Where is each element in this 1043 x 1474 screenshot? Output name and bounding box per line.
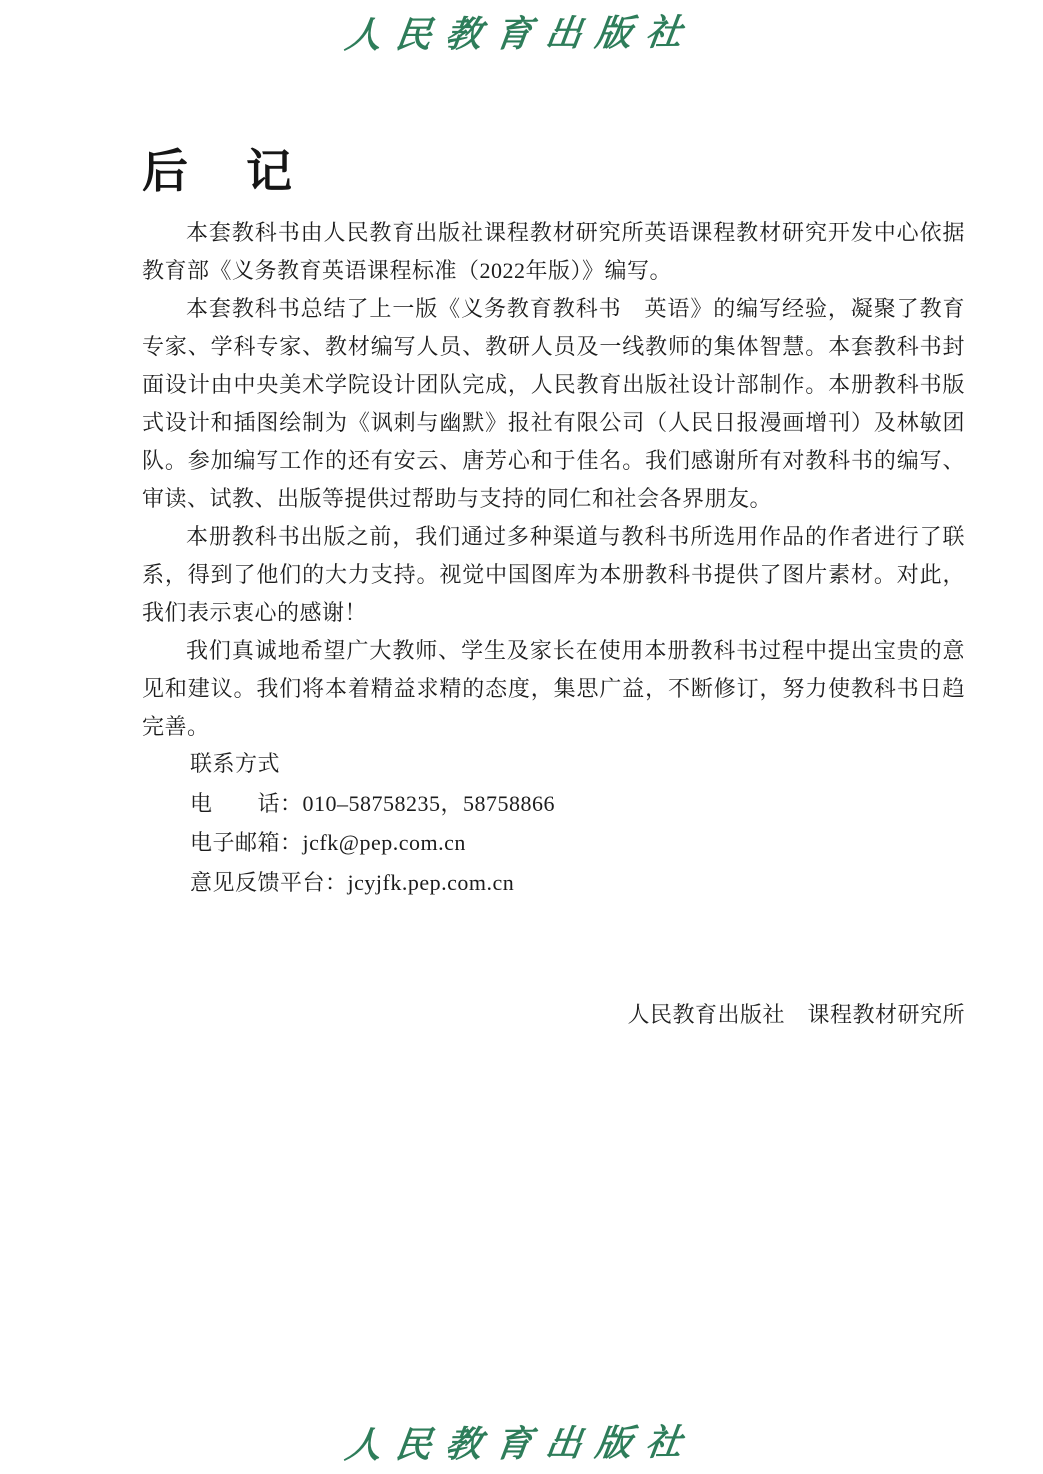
pep-logo-top <box>0 6 1043 57</box>
pep-logo-bottom <box>0 1416 1043 1467</box>
afterword-paragraph: 本套教科书由人民教育出版社课程教材研究所英语课程教材研究开发中心依据教育部《义务教育英语课程标准（2022年版）》编写。 <box>142 220 965 283</box>
afterword-paragraph: 我们真诚地希望广大教师、学生及家长在使用本册教科书过程中提出宝贵的意见和建议。我们将本着精益求精的态度，集思广益，不断修订，努力使教科书日趋完善。 <box>142 638 965 739</box>
contact-feedback-line: 意见反馈平台：jcyjfk.pep.com.cn <box>190 869 515 895</box>
contact-email-line: 电子邮箱：jcfk@pep.com.cn <box>190 830 466 855</box>
page-title: 后 记 <box>142 145 298 197</box>
pep-logo-text: 人民教育出版社 <box>343 1422 700 1466</box>
afterword-paragraph: 本套教科书总结了上一版《义务教育教科书 英语》的编写经验，凝聚了教育专家、学科专家、教材编写人员、教研人员及一线教师的集体智慧。本套教科书封面设计由中央美术学院设计团队完成，人民教育出版社设计部制作。本册教科书版式设计和插图绘制为《讽刺与幽默》报社有限公司（人民日报漫画增刊）及林敏团队。参加编写工作的还有安云、唐芳心和于佳名。我们感谢所有对教科书的编写、审读、试教、出版等提供过帮助与支持的同仁和社会各界朋友。 <box>142 296 965 511</box>
publisher-signature: 人民教育出版社 课程教材研究所 <box>627 1002 965 1027</box>
pep-logo-text: 人民教育出版社 <box>343 12 700 56</box>
contact-phone-line: 电 话：010–58758235，58758866 <box>190 790 556 816</box>
contact-heading: 联系方式 <box>190 751 281 776</box>
afterword-paragraph: 本册教科书出版之前，我们通过多种渠道与教科书所选用作品的作者进行了联系，得到了他们的大力支持。视觉中国图库为本册教科书提供了图片素材。对此，我们表示衷心的感谢！ <box>142 524 965 625</box>
contact-section <box>190 744 555 902</box>
afterword-body <box>142 214 965 746</box>
